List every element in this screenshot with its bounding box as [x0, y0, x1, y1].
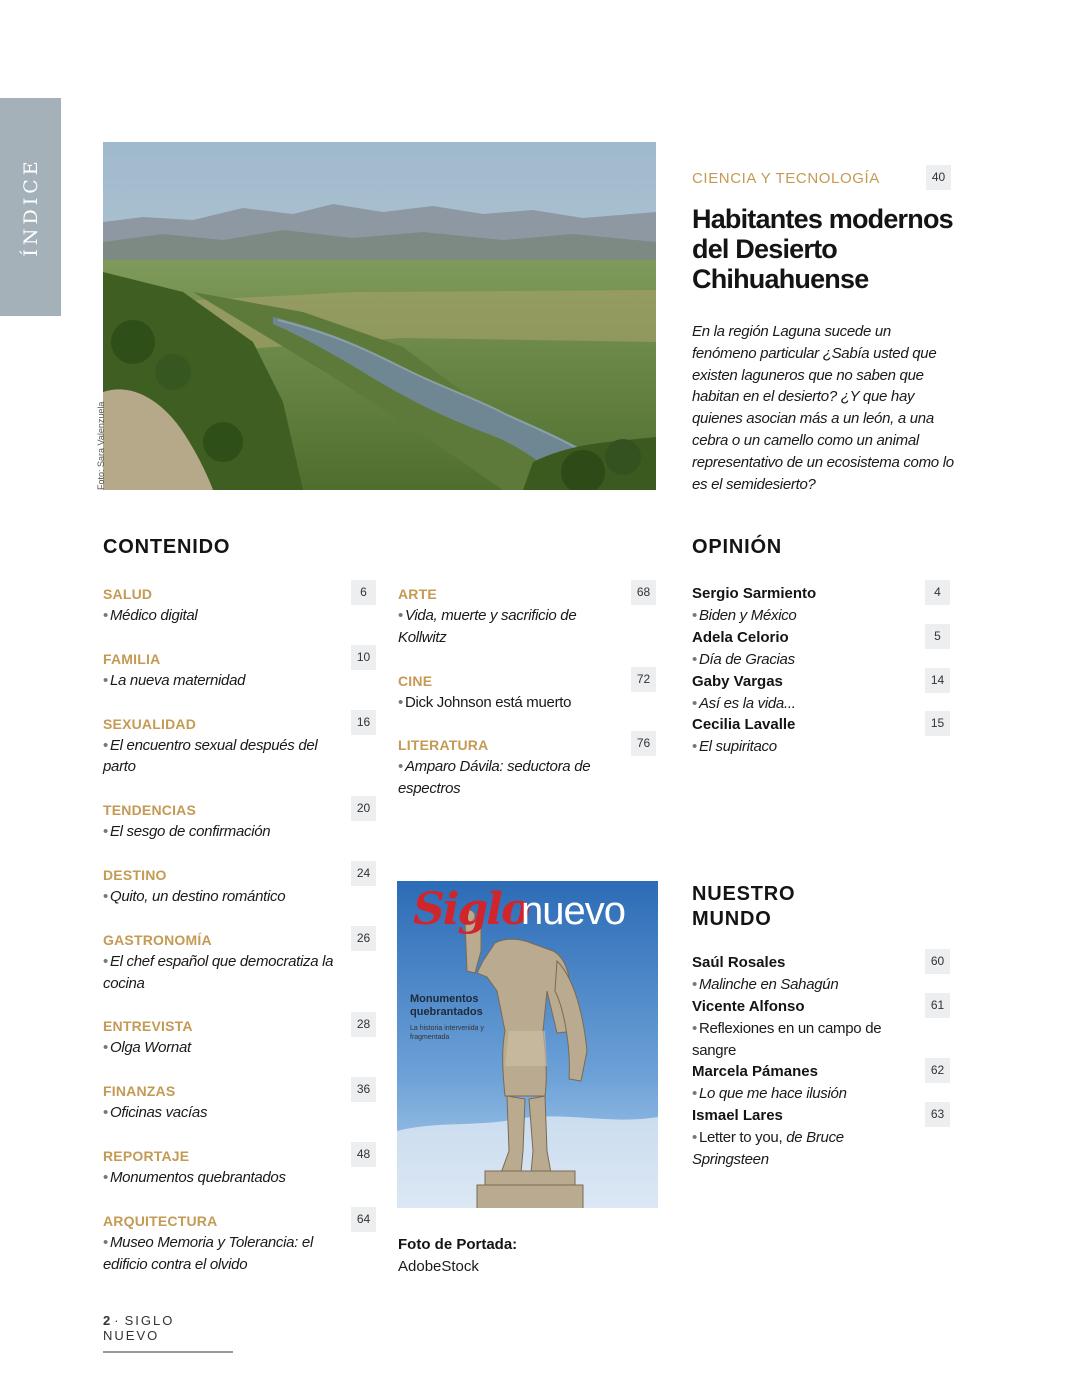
page-number-badge: 61 [925, 993, 950, 1018]
toc-category: FINANZAS [103, 1083, 176, 1100]
toc-entry[interactable] [398, 670, 651, 714]
toc-title: El encuentro sexual después del parto [103, 736, 318, 776]
opinion-entry[interactable] [692, 671, 945, 715]
column-title: Día de Gracias [698, 650, 795, 668]
toc-category: DESTINO [103, 866, 167, 883]
column-title: El supiritaco [698, 738, 777, 756]
page-number-badge: 14 [925, 668, 950, 693]
toc-category: TENDENCIAS [103, 802, 197, 819]
cover-photo-credit: AdobeStock [398, 1258, 479, 1275]
page-number-badge: 36 [351, 1077, 376, 1102]
opinion-list [692, 583, 945, 758]
column-title-italic: de Bruce Springsteen [692, 1129, 844, 1168]
opinion-entry[interactable] [692, 583, 941, 627]
toc-entry[interactable] [103, 1080, 371, 1124]
toc-entry[interactable] [103, 713, 371, 779]
toc-title: Amparo Dávila: seductora de espectros [398, 758, 591, 798]
cover-photo-label: Foto de Portada: [398, 1236, 518, 1253]
toc-category: SEXUALIDAD [103, 715, 197, 732]
feature-page-badge: 40 [926, 165, 951, 190]
opinion-heading: OPINIÓN [692, 536, 783, 558]
heading-line-1: NUESTRO [692, 883, 796, 905]
toc-entry[interactable] [103, 799, 371, 843]
column-title: Así es la vida... [698, 694, 796, 712]
page-number-badge: 6 [351, 580, 376, 605]
bullet-icon: • [398, 607, 403, 624]
column-title: Reflexiones en un campo de sangre [692, 1019, 882, 1059]
toc-category: ARTE [398, 586, 437, 602]
toc-entry[interactable] [103, 1210, 371, 1276]
bullet-icon: • [398, 758, 403, 776]
toc-title: Quito, un destino romántico [109, 887, 286, 905]
separator-dot: · [114, 1313, 121, 1328]
bullet-icon: • [692, 738, 697, 756]
toc-category: GASTRONOMÍA [103, 931, 212, 948]
section-tab [0, 98, 61, 316]
page-number-badge: 62 [925, 1058, 950, 1083]
toc-title: El sesgo de confirmación [109, 823, 271, 841]
toc-category: CINE [398, 672, 433, 689]
bullet-icon: • [103, 671, 108, 689]
bullet-icon: • [103, 1039, 108, 1057]
page-number-badge: 16 [351, 710, 376, 735]
bullet-icon: • [103, 823, 108, 841]
contenido-column-1 [103, 583, 371, 1275]
bullet-icon: • [103, 1104, 108, 1122]
opinion-entry[interactable] [692, 627, 941, 671]
nuestro-mundo-list [692, 952, 945, 1171]
bullet-icon: • [103, 607, 108, 624]
toc-title: Vida, muerte y sacrificio de Kollwitz [398, 607, 577, 646]
bullet-icon: • [103, 1233, 108, 1251]
toc-title: Museo Memoria y Tolerancia: el edificio contra el olvido [103, 1233, 313, 1273]
page-number-badge: 24 [351, 861, 376, 886]
toc-entry[interactable] [398, 583, 651, 649]
toc-entry[interactable] [103, 583, 367, 627]
bullet-icon: • [103, 1168, 108, 1186]
columnist-name: Sergio Sarmiento [692, 585, 817, 602]
bullet-icon: • [398, 693, 403, 711]
page-number-badge: 28 [351, 1012, 376, 1037]
toc-title: Oficinas vacías [109, 1104, 208, 1122]
toc-category: REPORTAJE [103, 1147, 190, 1164]
bullet-icon: • [692, 694, 697, 712]
bullet-icon: • [692, 1129, 697, 1147]
toc-entry[interactable] [398, 734, 651, 800]
page-number-badge: 5 [925, 624, 950, 649]
toc-category: ENTREVISTA [103, 1018, 193, 1035]
column-title: Malinche en Sahagún [698, 976, 839, 993]
column-title-plain: Letter to you, [698, 1129, 787, 1147]
nuestro-mundo-entry[interactable] [692, 1061, 945, 1105]
page-number-badge: 48 [351, 1142, 376, 1167]
toc-category: LITERATURA [398, 737, 489, 754]
columnist-name: Marcela Pámanes [692, 1063, 818, 1081]
toc-entry[interactable] [103, 929, 371, 995]
nuestro-mundo-entry[interactable] [692, 952, 945, 996]
page-number-badge: 63 [925, 1102, 950, 1127]
bullet-icon: • [692, 1085, 697, 1103]
bullet-icon: • [103, 952, 108, 970]
columnist-name: Ismael Lares [692, 1107, 783, 1125]
nuestro-mundo-entry[interactable] [692, 996, 945, 1062]
column-title: Biden y México [698, 607, 797, 624]
feature-description: En la región Laguna sucede un fenómeno particular ¿Sabía usted que existen laguneros que no saben que habitan en el desierto? ¿Y que hay quienes asocian más a un león, a una cebra o un camello como un animal representativo de un ecosistema como lo es el semidesierto? [692, 323, 954, 493]
toc-entry[interactable] [103, 1145, 371, 1189]
toc-category: FAMILIA [103, 650, 161, 667]
toc-category: ARQUITECTURA [103, 1212, 218, 1229]
section-tab-label: ÍNDICE [19, 157, 42, 257]
columnist-name: Vicente Alfonso [692, 997, 805, 1015]
page-number-badge: 15 [925, 711, 950, 736]
page-footer [103, 1313, 233, 1353]
contenido-heading: CONTENIDO [103, 536, 231, 558]
columnist-name: Saúl Rosales [692, 954, 786, 971]
cover-headline: Monumentos quebrantados [410, 993, 483, 1018]
opinion-entry[interactable] [692, 714, 945, 758]
toc-title: Monumentos quebrantados [109, 1168, 286, 1186]
column-title: Lo que me hace ilusión [698, 1085, 847, 1103]
bullet-icon: • [692, 650, 697, 668]
footer-page-number: 2 [103, 1313, 111, 1328]
columnist-name: Cecilia Lavalle [692, 716, 796, 734]
page-number-badge: 26 [351, 926, 376, 951]
page-number-badge: 60 [925, 949, 950, 974]
toc-entry[interactable] [103, 1015, 371, 1059]
toc-entry[interactable] [103, 648, 371, 692]
toc-title: Médico digital [109, 607, 198, 624]
page-number-badge: 72 [631, 667, 656, 692]
page-number-badge: 20 [351, 796, 376, 821]
page-number-badge: 68 [631, 580, 656, 605]
page-number-badge: 4 [925, 580, 950, 605]
toc-entry[interactable] [103, 864, 371, 908]
toc-title: Olga Wornat [109, 1039, 191, 1057]
page-number-badge: 64 [351, 1207, 376, 1232]
page-number-badge: 10 [351, 645, 376, 670]
footer-magazine-name: SIGLO NUEVO [103, 1313, 175, 1343]
bullet-icon: • [692, 1019, 697, 1037]
contenido-column-2 [398, 583, 651, 800]
photo-credit: Foto: Sara Valenzuela [96, 401, 106, 490]
bullet-icon: • [103, 736, 108, 754]
hero-photo [103, 142, 656, 490]
cover-logo-siglo: Siglo [413, 884, 529, 935]
nuestro-mundo-entry[interactable] [692, 1105, 945, 1171]
toc-title: Dick Johnson está muerto [404, 693, 572, 711]
heading-line-2: MUNDO [692, 908, 772, 930]
columnist-name: Gaby Vargas [692, 672, 783, 690]
toc-category: SALUD [103, 586, 153, 602]
feature-title: Habitantes modernos del Desierto Chihuahuense [692, 204, 953, 294]
magazine-cover [397, 881, 658, 1208]
cover-subhead: La historia intervenida y fragmentada [410, 1025, 484, 1041]
columnist-name: Adela Celorio [692, 628, 789, 646]
page-number-badge: 76 [631, 731, 656, 756]
bullet-icon: • [692, 607, 697, 624]
landscape-image [103, 142, 656, 490]
bullet-icon: • [692, 976, 697, 993]
cover-logo-nuevo: nuevo [521, 889, 625, 933]
nuestro-mundo-heading [692, 882, 795, 932]
toc-title: La nueva maternidad [109, 671, 246, 689]
bullet-icon: • [103, 887, 108, 905]
toc-title: El chef español que democratiza la cocina [103, 952, 334, 992]
feature-category: CIENCIA Y TECNOLOGÍA [692, 170, 880, 187]
